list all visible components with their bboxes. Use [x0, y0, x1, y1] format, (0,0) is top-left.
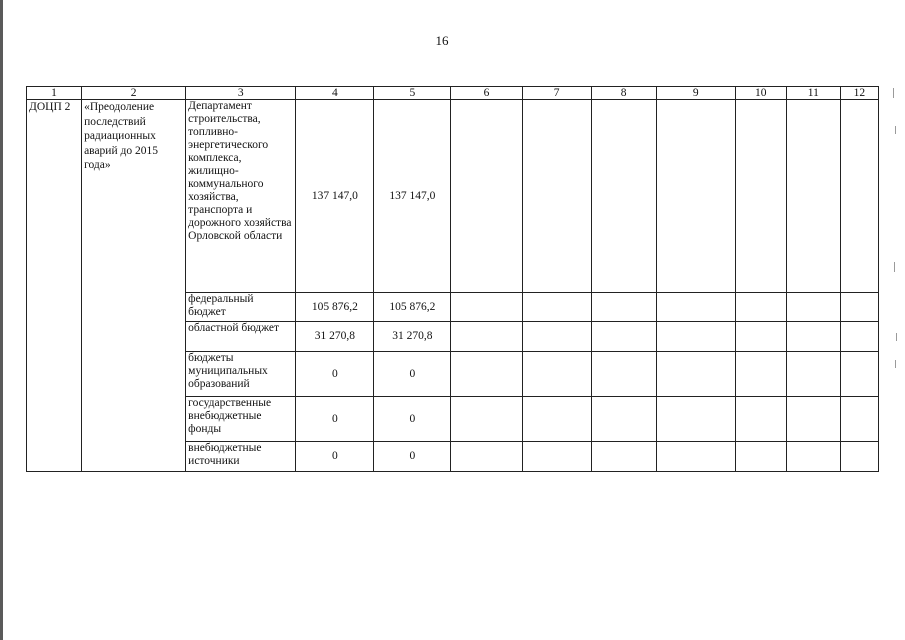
- value-cell-col5: 31 270,8: [374, 322, 451, 352]
- column-header: 8: [591, 87, 656, 100]
- empty-cell: [451, 442, 522, 472]
- empty-cell: [840, 397, 878, 442]
- scan-mark: [895, 360, 896, 368]
- scan-mark: [895, 126, 896, 134]
- empty-cell: [840, 442, 878, 472]
- empty-cell: [451, 397, 522, 442]
- value-cell-col5: 105 876,2: [374, 293, 451, 322]
- funding-source-cell: внебюджетные источники: [186, 442, 296, 472]
- column-header: 10: [735, 87, 786, 100]
- value-cell-col4: 137 147,0: [296, 100, 374, 293]
- column-header: 9: [656, 87, 735, 100]
- funding-source-cell: федеральный бюджет: [186, 293, 296, 322]
- empty-cell: [786, 442, 840, 472]
- empty-cell: [656, 293, 735, 322]
- empty-cell: [840, 322, 878, 352]
- scan-mark: [893, 88, 894, 98]
- empty-cell: [735, 322, 786, 352]
- empty-cell: [840, 352, 878, 397]
- empty-cell: [591, 352, 656, 397]
- empty-cell: [591, 322, 656, 352]
- scan-mark: [896, 333, 897, 341]
- empty-cell: [656, 322, 735, 352]
- column-header: 7: [522, 87, 591, 100]
- column-header: 12: [840, 87, 878, 100]
- program-name-cell: «Преодоление последствий радиационных аварий до 2015 года»: [82, 100, 186, 472]
- empty-cell: [656, 352, 735, 397]
- table-row: [27, 100, 879, 293]
- empty-cell: [735, 397, 786, 442]
- empty-cell: [786, 322, 840, 352]
- empty-cell: [451, 352, 522, 397]
- empty-cell: [591, 293, 656, 322]
- empty-cell: [656, 100, 735, 293]
- empty-cell: [735, 100, 786, 293]
- value-cell-col4: 0: [296, 352, 374, 397]
- column-header: 3: [186, 87, 296, 100]
- empty-cell: [591, 442, 656, 472]
- empty-cell: [786, 352, 840, 397]
- empty-cell: [656, 397, 735, 442]
- value-cell-col4: 31 270,8: [296, 322, 374, 352]
- column-header: 1: [27, 87, 82, 100]
- empty-cell: [522, 322, 591, 352]
- value-cell-col5: 0: [374, 397, 451, 442]
- funding-source-cell: Департамент строительства, топливно-энергетического комплекса, жилищно-коммунального хозяйства, транспорта и дорожного хозяйства Орловской области: [186, 100, 296, 293]
- empty-cell: [735, 442, 786, 472]
- empty-cell: [656, 442, 735, 472]
- empty-cell: [840, 100, 878, 293]
- empty-cell: [735, 352, 786, 397]
- empty-cell: [522, 397, 591, 442]
- funding-source-cell: бюджеты муниципальных образований: [186, 352, 296, 397]
- empty-cell: [591, 100, 656, 293]
- scan-mark: [894, 262, 895, 272]
- empty-cell: [591, 397, 656, 442]
- column-header: 6: [451, 87, 522, 100]
- empty-cell: [522, 442, 591, 472]
- scan-left-edge: [0, 0, 3, 640]
- program-code-cell: ДОЦП 2: [27, 100, 82, 472]
- empty-cell: [786, 397, 840, 442]
- value-cell-col5: 0: [374, 442, 451, 472]
- header-row: [27, 87, 879, 100]
- empty-cell: [451, 100, 522, 293]
- value-cell-col5: 137 147,0: [374, 100, 451, 293]
- empty-cell: [522, 100, 591, 293]
- value-cell-col4: 0: [296, 397, 374, 442]
- empty-cell: [522, 293, 591, 322]
- funding-source-cell: областной бюджет: [186, 322, 296, 352]
- value-cell-col5: 0: [374, 352, 451, 397]
- empty-cell: [786, 293, 840, 322]
- budget-table: [26, 86, 879, 472]
- value-cell-col4: 105 876,2: [296, 293, 374, 322]
- value-cell-col4: 0: [296, 442, 374, 472]
- empty-cell: [451, 293, 522, 322]
- column-header: 4: [296, 87, 374, 100]
- page-number: 16: [435, 33, 449, 48]
- empty-cell: [735, 293, 786, 322]
- empty-cell: [522, 352, 591, 397]
- empty-cell: [451, 322, 522, 352]
- column-header: 11: [786, 87, 840, 100]
- column-header: 2: [82, 87, 186, 100]
- empty-cell: [840, 293, 878, 322]
- empty-cell: [786, 100, 840, 293]
- funding-source-cell: государственные внебюджетные фонды: [186, 397, 296, 442]
- column-header: 5: [374, 87, 451, 100]
